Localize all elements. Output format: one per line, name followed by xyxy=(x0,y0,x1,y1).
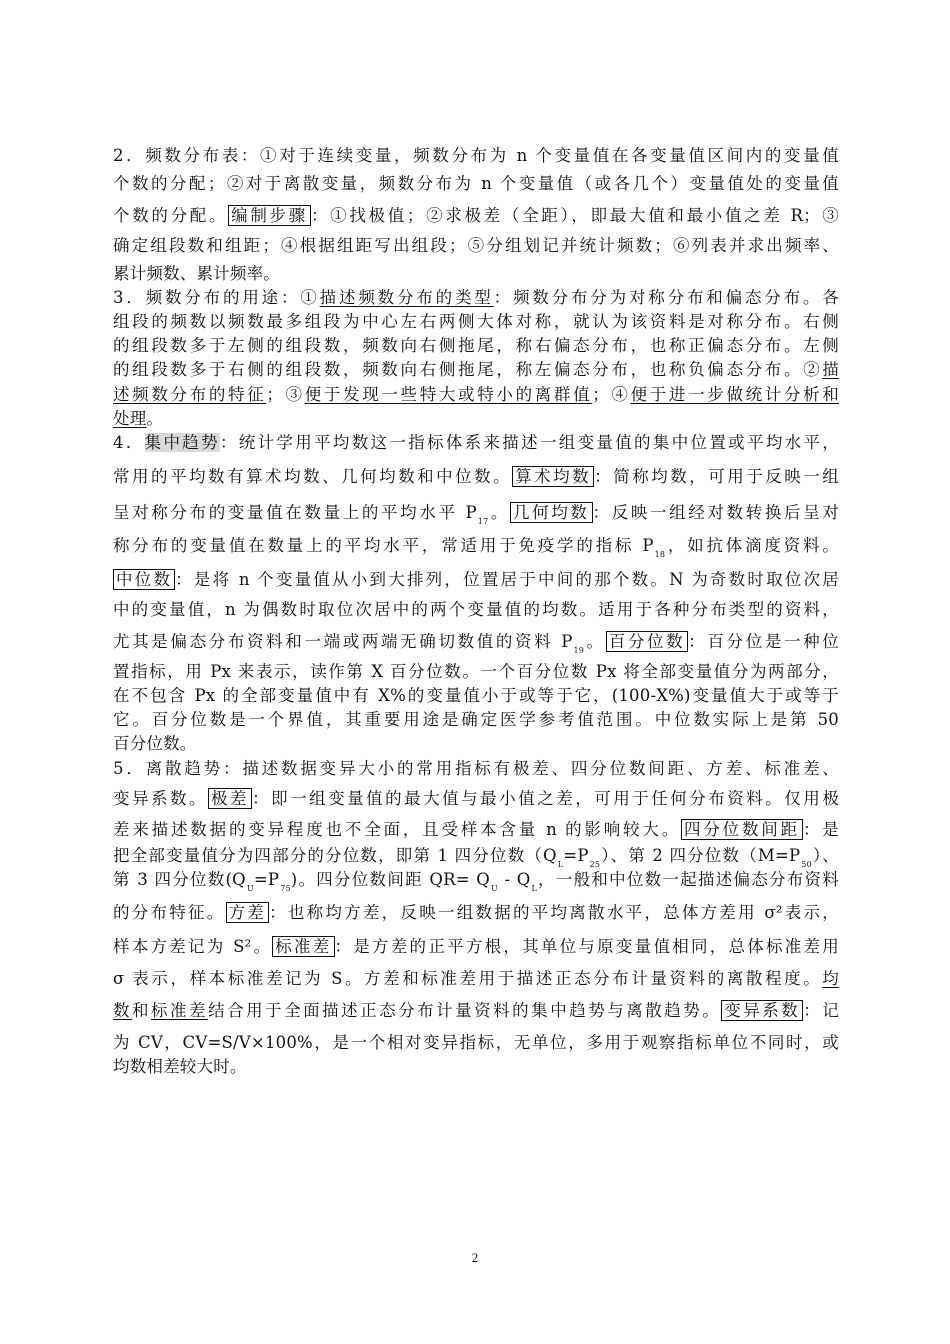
text-run: ；③ xyxy=(266,385,305,404)
text-line xyxy=(113,999,839,1023)
text-run: 的组段数多于右侧的组段数，频数向右侧拖尾，称左偏态分布，也称负偏态分布。② xyxy=(113,360,823,379)
text-run: ：是方差的正平方根，其单位与原变量值相同，总体标准差用 xyxy=(334,937,839,956)
boxed-term: 标准差 xyxy=(272,936,334,957)
text-run: 。 xyxy=(584,632,606,651)
text-line xyxy=(113,684,839,708)
highlighted-term: 集中趋势 xyxy=(144,433,220,452)
text-run: ：频数分布分为对称分布和偏态分布。各 xyxy=(493,288,839,307)
text-line xyxy=(113,501,839,534)
text-run: ：百分位是一种位 xyxy=(688,632,839,651)
text-line xyxy=(113,383,839,407)
subscript: 18 xyxy=(654,550,666,559)
text-line xyxy=(113,262,839,286)
underlined-text: 便于进一步做统计分析和 xyxy=(630,385,839,404)
boxed-term: 几何均数 xyxy=(510,502,593,523)
text-line xyxy=(113,967,839,991)
text-line xyxy=(113,1031,839,1055)
text-run: 呈对称分布的变量值在数量上的平均水平 P xyxy=(113,503,477,522)
subscript: 50 xyxy=(801,860,812,869)
text-run: ）、 xyxy=(811,846,839,865)
underlined-text: 描 xyxy=(822,360,839,379)
text-run: 组段的频数以频数最多组段为中心左右两侧大体对称，就认为该资料是对称分布。右侧 xyxy=(113,312,839,331)
text-run: 它。百分位数是一个界值，其重要用途是确定医学参考值范围。中位数实际上是第 50 xyxy=(113,710,839,729)
underlined-text: 描述频数分布的类型 xyxy=(319,288,494,307)
text-line xyxy=(113,172,839,196)
text-line xyxy=(113,286,839,310)
underlined-text: 便于发现一些特大或特小的离群值 xyxy=(304,385,593,404)
text-run: ：也称均方差，反映一组数据的平均离散水平，总体方差用 σ²表示， xyxy=(269,903,839,922)
text-line xyxy=(113,935,839,959)
text-run: - Q xyxy=(497,870,531,889)
text-run: 5．离散趋势：描述数据变异大小的常用指标有极差、四分位数间距、方差、标准差、 xyxy=(113,759,839,778)
text-run: 中的变量值，n 为偶数时取位次居中的两个变量值的均数。适用于各种分布类型的资料， xyxy=(113,600,839,619)
text-run: 尤其是偏态分布资料和一端或两端无确切数值的资料 P xyxy=(113,632,573,651)
text-line xyxy=(113,465,839,489)
boxed-term: 方差 xyxy=(226,902,270,923)
underlined-text: 述频数分布的特征 xyxy=(113,385,267,404)
text-run: ：是将 n 个变量值从小到大排列，位置居于中间的那个数。N 为奇数时取位次居 xyxy=(175,570,839,589)
boxed-term: 变异系数 xyxy=(721,1000,803,1021)
text-run: ：简称均数，可用于反映一组 xyxy=(594,467,839,486)
text-run: 为 CV，CV=S/V×100%，是一个相对变异指标，无单位，多用于观察指标单位不同时，或 xyxy=(113,1033,839,1052)
text-run: ：是 xyxy=(802,820,839,839)
text-line xyxy=(113,431,839,455)
text-run: 在不包含 Px 的全部变量值中有 X%的变量值小于或等于它，(100-X%)变量值大于或等于 xyxy=(113,686,839,705)
text-line xyxy=(113,310,839,334)
underlined-text: 标准差 xyxy=(151,1001,209,1020)
text-run: ：①找极值；②求极差（全距），即最大值和最小值之差 R；③ xyxy=(310,206,840,225)
text-line xyxy=(113,708,839,732)
text-run: 结合用于全面描述正态分布计量资料的集中趋势与离散趋势。 xyxy=(208,1001,722,1020)
text-run: ，如抗体滴度资料。 xyxy=(665,536,839,555)
text-line xyxy=(113,534,839,567)
subscript: L xyxy=(557,860,564,869)
boxed-term: 中位数 xyxy=(113,569,175,590)
text-run: 差来描述数据的变异程度也不全面，且受样本含量 n 的影响较大。 xyxy=(113,820,682,839)
text-run: 。 xyxy=(488,503,510,522)
text-line xyxy=(113,732,839,756)
text-run: 把全部变量值分为四部分的分位数，即第 1 四分位数（Q xyxy=(113,846,557,865)
text-line xyxy=(113,1055,839,1079)
text-line xyxy=(113,334,839,358)
boxed-term: 算术均数 xyxy=(512,466,594,487)
text-line xyxy=(113,660,839,684)
text-run: 变异系数。 xyxy=(113,789,209,808)
text-run: 置指标，用 Px 来表示，读作第 X 百分位数。一个百分位数 Px 将全部变量值分为两部分， xyxy=(113,662,839,681)
boxed-term: 编制步骤 xyxy=(228,205,311,226)
text-run: 3．频数分布的用途：① xyxy=(113,288,320,307)
text-run: 确定组段数和组距；④根据组距写出组段；⑤分组划记并统计频数；⑥列表并求出频率、 xyxy=(113,236,839,255)
text-run: σ 表示，样本标准差记为 S。方差和标准差用于描述正态分布计量资料的离散程度。 xyxy=(113,969,823,988)
text-run: )。四分位数间距 QR= Q xyxy=(290,870,490,889)
text-run: 常用的平均数有算术均数、几何均数和中位数。 xyxy=(113,467,513,486)
boxed-term: 四分位数间距 xyxy=(681,819,803,840)
text-run: 第 3 四分位数(Q xyxy=(113,870,246,889)
text-run: 样本方差记为 S²。 xyxy=(113,937,273,956)
text-run: ；④ xyxy=(592,385,631,404)
subscript: L xyxy=(531,884,537,893)
page-number: 2 xyxy=(471,1250,479,1265)
subscript: 25 xyxy=(589,860,601,869)
text-run: =P xyxy=(563,846,589,865)
text-run: 2．频数分布表：①对于连续变量，频数分布为 n 个变量值在各变量值区间内的变量值 xyxy=(113,146,839,165)
text-line xyxy=(113,787,839,811)
text-line xyxy=(113,901,839,925)
text-line xyxy=(113,234,839,258)
text-run: ：反映一组经对数转换后呈对 xyxy=(592,503,839,522)
text-line xyxy=(113,144,839,168)
text-run: 称分布的变量值在数量上的平均水平，常适用于免疫学的指标 P xyxy=(113,536,654,555)
text-run: 和 xyxy=(132,1001,152,1020)
subscript: U xyxy=(246,884,254,893)
text-run: ：记 xyxy=(803,1001,840,1020)
text-run: 4． xyxy=(113,433,145,452)
text-run: =P xyxy=(253,870,280,889)
text-run: 均数相差较大时。 xyxy=(113,1057,247,1076)
subscript: 75 xyxy=(280,884,291,893)
text-line xyxy=(113,204,839,228)
text-line xyxy=(113,868,839,901)
text-line xyxy=(113,407,839,431)
text-run: 个数的分配。 xyxy=(113,206,229,225)
subscript: 19 xyxy=(573,646,585,655)
underlined-text: 数 xyxy=(113,1001,133,1020)
text-run: 的组段数多于左侧的组段数，频数向右侧拖尾，称右偏态分布，也称正偏态分布。左侧 xyxy=(113,336,839,355)
text-line xyxy=(113,818,839,842)
text-run: ，一般和中位数一起描述偏态分布资料 xyxy=(536,870,839,889)
text-run: 的分布特征。 xyxy=(113,903,226,922)
boxed-term: 百分位数 xyxy=(606,631,689,652)
subscript: U xyxy=(490,884,498,893)
boxed-term: 极差 xyxy=(208,788,252,809)
text-line xyxy=(113,598,839,622)
text-line xyxy=(113,358,839,382)
underlined-text: 均 xyxy=(822,969,839,988)
text-run: 累计频数、累计频率。 xyxy=(113,264,280,283)
text-run: 个数的分配；②对于离散变量，频数分布为 n 个变量值（或各几个）变量值处的变量值 xyxy=(113,174,839,193)
text-run: ）、第 2 四分位数（M=P xyxy=(600,846,801,865)
subscript: 17 xyxy=(477,517,489,526)
text-line xyxy=(113,757,839,781)
text-run: 。 xyxy=(146,409,164,428)
text-run: ：即一组变量值的最大值与最小值之差，可用于任何分布资料。仅用极 xyxy=(252,789,840,808)
text-line xyxy=(113,568,839,592)
text-line xyxy=(113,630,839,663)
text-run: 百分位数。 xyxy=(113,734,197,753)
text-run: ：统计学用平均数这一指标体系来描述一组变量值的集中位置或平均水平， xyxy=(219,433,839,452)
underlined-text: 处理 xyxy=(113,409,147,428)
